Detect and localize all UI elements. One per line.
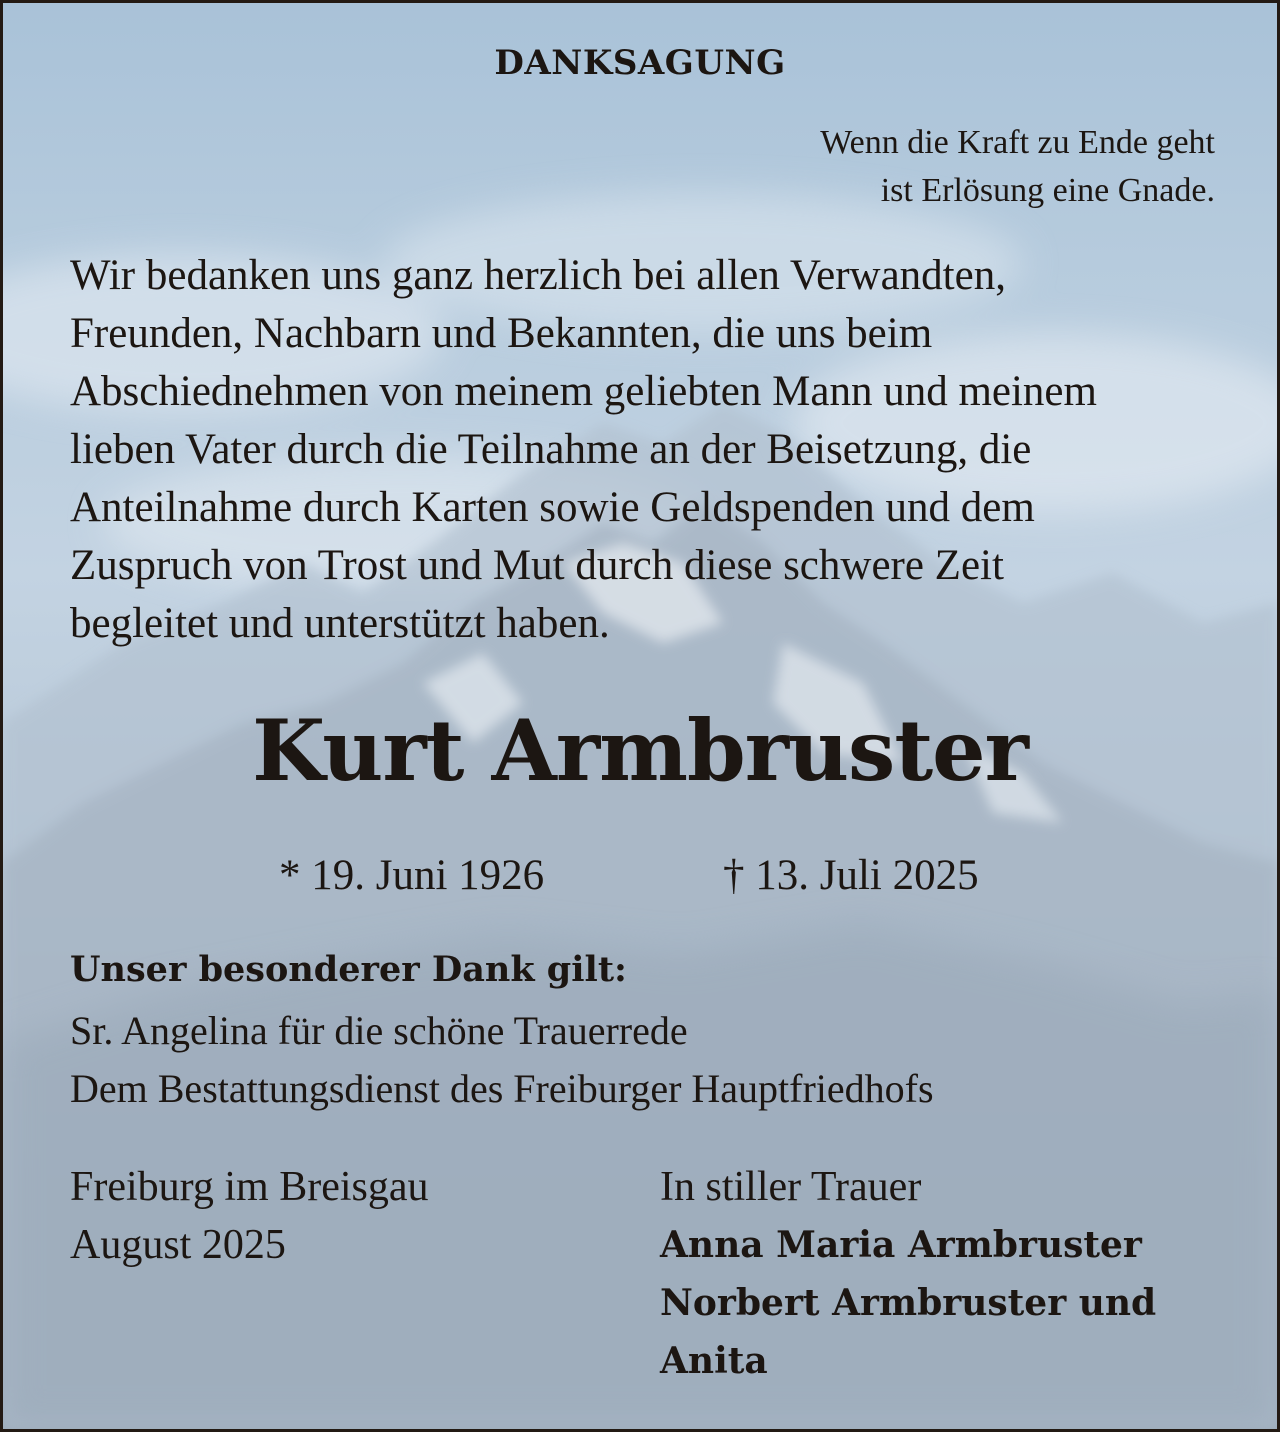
quote-line: ist Erlösung eine Gnade. [880, 172, 1215, 209]
place: Freiburg im Breisgau [70, 1164, 429, 1210]
paragraph-line: Abschiednehmen von meinem geliebten Mann und meinem [70, 368, 1097, 415]
signer: Norbert Armbruster und [660, 1282, 1157, 1324]
special-thanks-heading: Unser besonderer Dank gilt: [70, 949, 627, 990]
quote [820, 119, 1215, 215]
thank-you-paragraph [70, 247, 1097, 653]
paragraph-line: Wir bedanken uns ganz herzlich bei allen Verwandten, [70, 252, 1006, 299]
special-thanks-line: Sr. Angelina für die schöne Trauerrede [70, 1008, 688, 1053]
paragraph-line: Freunden, Nachbarn und Bekannten, die uns beim [70, 310, 933, 357]
signer: Anna Maria Armbruster [660, 1224, 1142, 1266]
death-date: † 13. Juli 2025 [723, 852, 979, 899]
paragraph-line: Anteilnahme durch Karten sowie Geldspenden und dem [70, 484, 1035, 531]
quote-line: Wenn die Kraft zu Ende geht [820, 124, 1215, 161]
birth-date: * 19. Juni 1926 [279, 852, 545, 899]
place-and-date [70, 1158, 429, 1274]
mourning-line: In stiller Trauer [660, 1164, 922, 1210]
paragraph-line: lieben Vater durch die Teilnahme an der Beisetzung, die [70, 426, 1032, 473]
special-thanks-line: Dem Bestattungsdienst des Freiburger Hauptfriedhofs [70, 1066, 934, 1111]
page-title: DANKSAGUNG [494, 43, 786, 83]
paragraph-line: Zuspruch von Trost und Mut durch diese schwere Zeit [70, 542, 1004, 589]
signer: Anita [660, 1340, 768, 1382]
signers [660, 1216, 1156, 1390]
paragraph-line: begleitet und unterstützt haben. [70, 600, 610, 647]
deceased-name: Kurt Armbruster [252, 701, 1028, 800]
date: August 2025 [70, 1222, 286, 1268]
